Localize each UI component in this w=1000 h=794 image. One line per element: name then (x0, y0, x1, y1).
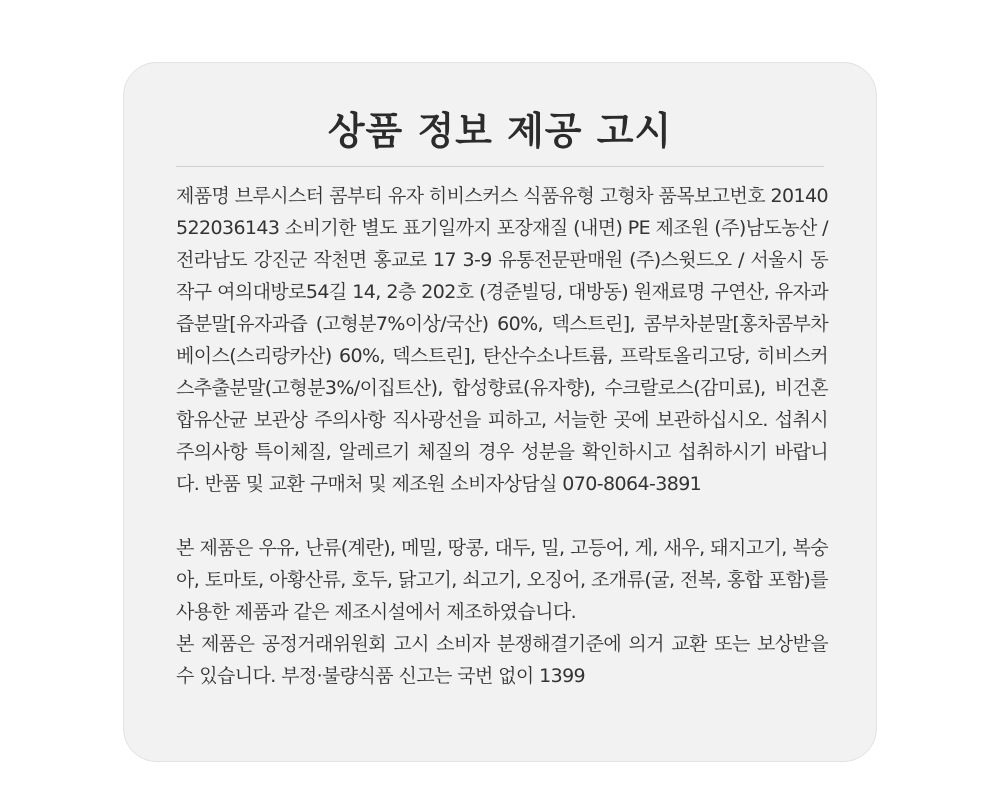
title-divider (176, 166, 824, 167)
notice-body (176, 180, 828, 692)
page-title: 상품 정보 제공 고시 (327, 109, 673, 153)
product-info-notice-card (123, 62, 877, 762)
allergen-notice-paragraph: 본 제품은 우유, 난류(계란), 메밀, 땅콩, 대두, 밀, 고등어, 게, 새우, 돼지고기, 복숭아, 토마토, 아황산류, 호두, 닭고기, 쇠고기, 오징어, 조개류(굴, 전복, 홍합 포함)를 사용한 제품과 같은 제조시설에서 제조하였습니다. (176, 537, 828, 623)
product-info-paragraph: 제품명 브루시스터 콤부티 유자 히비스커스 식품유형 고형차 품목보고번호 20140522036143 소비기한 별도 표기일까지 포장재질 (내면) PE 제조원 (주)남도농산 / 전라남도 강진군 작천면 홍교로 17 3-9 유통전문판매원 (주)스윗드오 / 서울시 동작구 여의대방로54길 14, 2층 202호 (경준빌딩, 대방동) 원재료명 구연산, 유자과즙분말[유자과즙 (고형분7%이상/국산) 60%, 덱스트린], 콤부차분말[홍차콤부차 베이스(스리랑카산) 60%, 덱스트린], 탄산수소나트륨, 프락토올리고당, 히비스커스추출분말(고형분3%/이집트산), 합성향료(유자향), 수크랄로스(감미료), 비건혼합유산균 보관상 주의사항 직사광선을 피하고, 서늘한 곳에 보관하십시오. 섭취시 주의사항 특이체질, 알레르기 체질의 경우 성분을 확인하시고 섭취하시기 바랍니다. 반품 및 교환 구매처 및 제조원 소비자상담실 070-8064-3891 (176, 185, 828, 495)
consumer-notice-paragraph: 본 제품은 공정거래위원회 고시 소비자 분쟁해결기준에 의거 교환 또는 보상받을 수 있습니다. 부정·불량식품 신고는 국번 없이 1399 (176, 633, 828, 687)
